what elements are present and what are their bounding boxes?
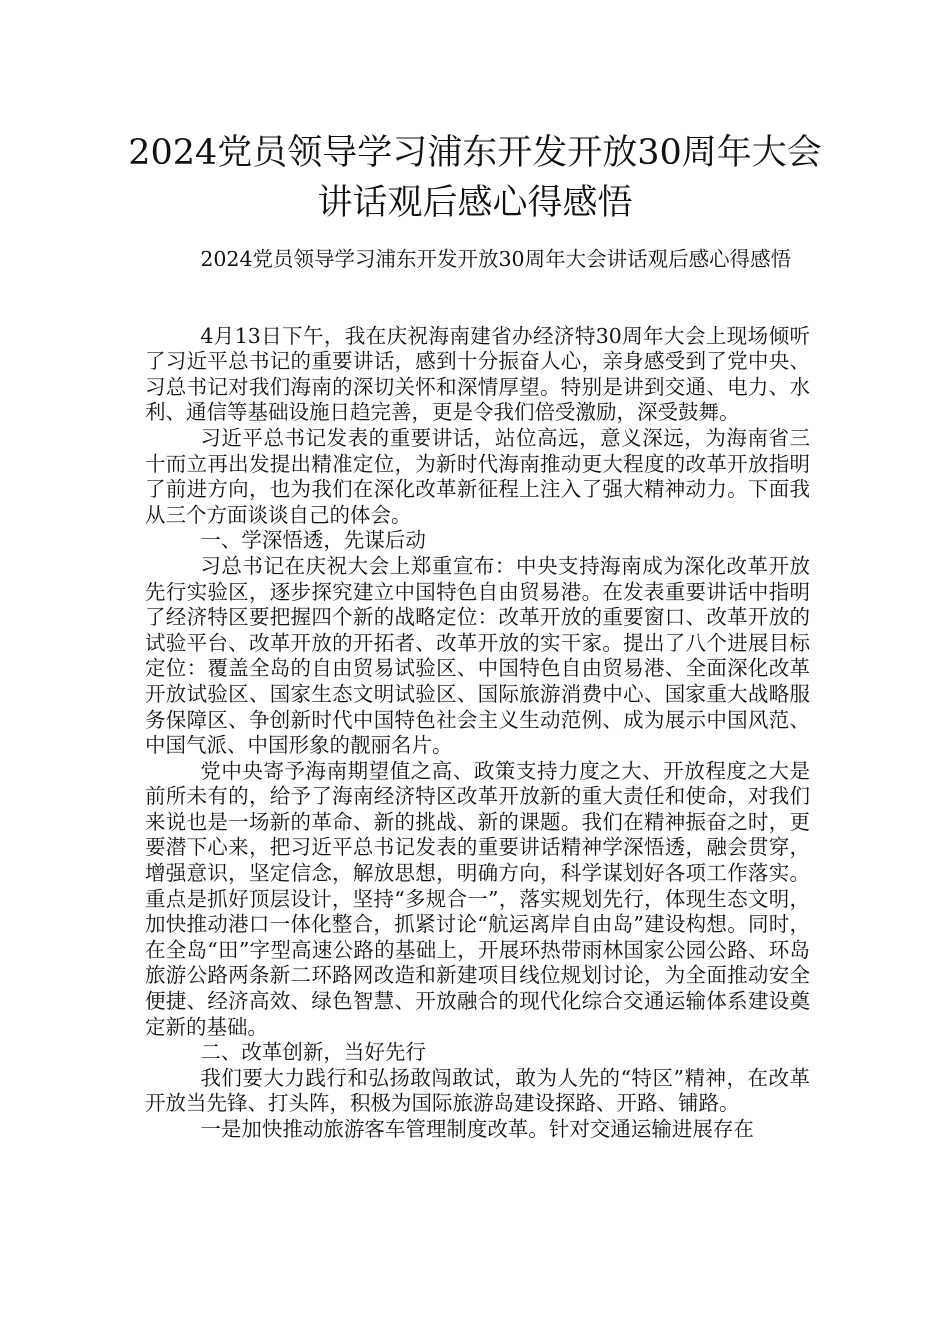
section-heading: 二、改革创新，当好先行: [200, 1040, 426, 1065]
document-subtitle: 2024党员领导学习浦东开发开放30周年大会讲话观后感心得感悟: [200, 247, 792, 271]
paragraph: 习近平总书记发表的重要讲话，站位高远，意义深远，为海南省三十而立再出发提出精准定位，为新时代海南推动更大程度的改革开放指明了前进方向，也为我们在深化改革新征程上注入了强大精神动力。下面我从三个方面谈谈自己的体会。: [145, 425, 810, 527]
paragraph: 4月13日下午，我在庆祝海南建省办经济特30周年大会上现场倾听了习近平总书记的重要讲话，感到十分振奋人心，亲身感受到了党中央、习总书记对我们海南的深切关怀和深情厚望。特别是讲到交通、电力、水利、通信等基础设施日趋完善，更是令我们倍受激励，深受鼓舞。: [145, 323, 810, 425]
paragraph: 习总书记在庆祝大会上郑重宣布：中央支持海南成为深化改革开放先行实验区，逐步探究建立中国特色自由贸易港。在发表重要讲话中指明了经济特区要把握四个新的战略定位：改革开放的重要窗口、改革开放的试验平台、改革开放的开拓者、改革开放的实干家。提出了八个进展目标定位：覆盖全岛的自由贸易试验区、中国特色自由贸易港、全面深化改革开放试验区、国家生态文明试验区、国际旅游消费中心、国家重大战略服务保障区、争创新时代中国特色社会主义生动范例、成为展示中国风范、中国气派、中国形象的靓丽名片。: [145, 553, 810, 758]
document-title: 2024党员领导学习浦东开发开放30周年大会讲话观后感心得感悟: [128, 133, 822, 223]
paragraph: 一是加快推动旅游客车管理制度改革。针对交通运输进展存在: [200, 1117, 754, 1141]
document-body: [145, 247, 810, 1143]
section-heading: 一、学深悟透，先谋后动: [200, 528, 426, 553]
paragraph: 我们要大力践行和弘扬敢闯敢试，敢为人先的“特区”精神，在改革开放当先锋、打头阵，积极为国际旅游岛建设探路、开路、铺路。: [145, 1065, 810, 1116]
paragraph: 党中央寄予海南期望值之高、政策支持力度之大、开放程度之大是前所未有的，给予了海南经济特区改革开放新的重大责任和使命，对我们来说也是一场新的革命、新的挑战、新的课题。我们在精神振奋之时，更要潜下心来，把习近平总书记发表的重要讲话精神学深悟透，融会贯穿，增强意识，坚定信念，解放思想，明确方向，科学谋划好各项工作落实。重点是抓好顶层设计，坚持“多规合一”，落实规划先行，体现生态文明，加快推动港口一体化整合，抓紧讨论“航运离岸自由岛”建设构想。同时，在全岛“田”字型高速公路的基础上，开展环热带雨林国家公园公路、环岛旅游公路两条新二环路网改造和新建项目线位规划讨论，为全面推动安全便捷、经济高效、绿色智慧、开放融合的现代化综合交通运输体系建设奠定新的基础。: [145, 758, 810, 1039]
